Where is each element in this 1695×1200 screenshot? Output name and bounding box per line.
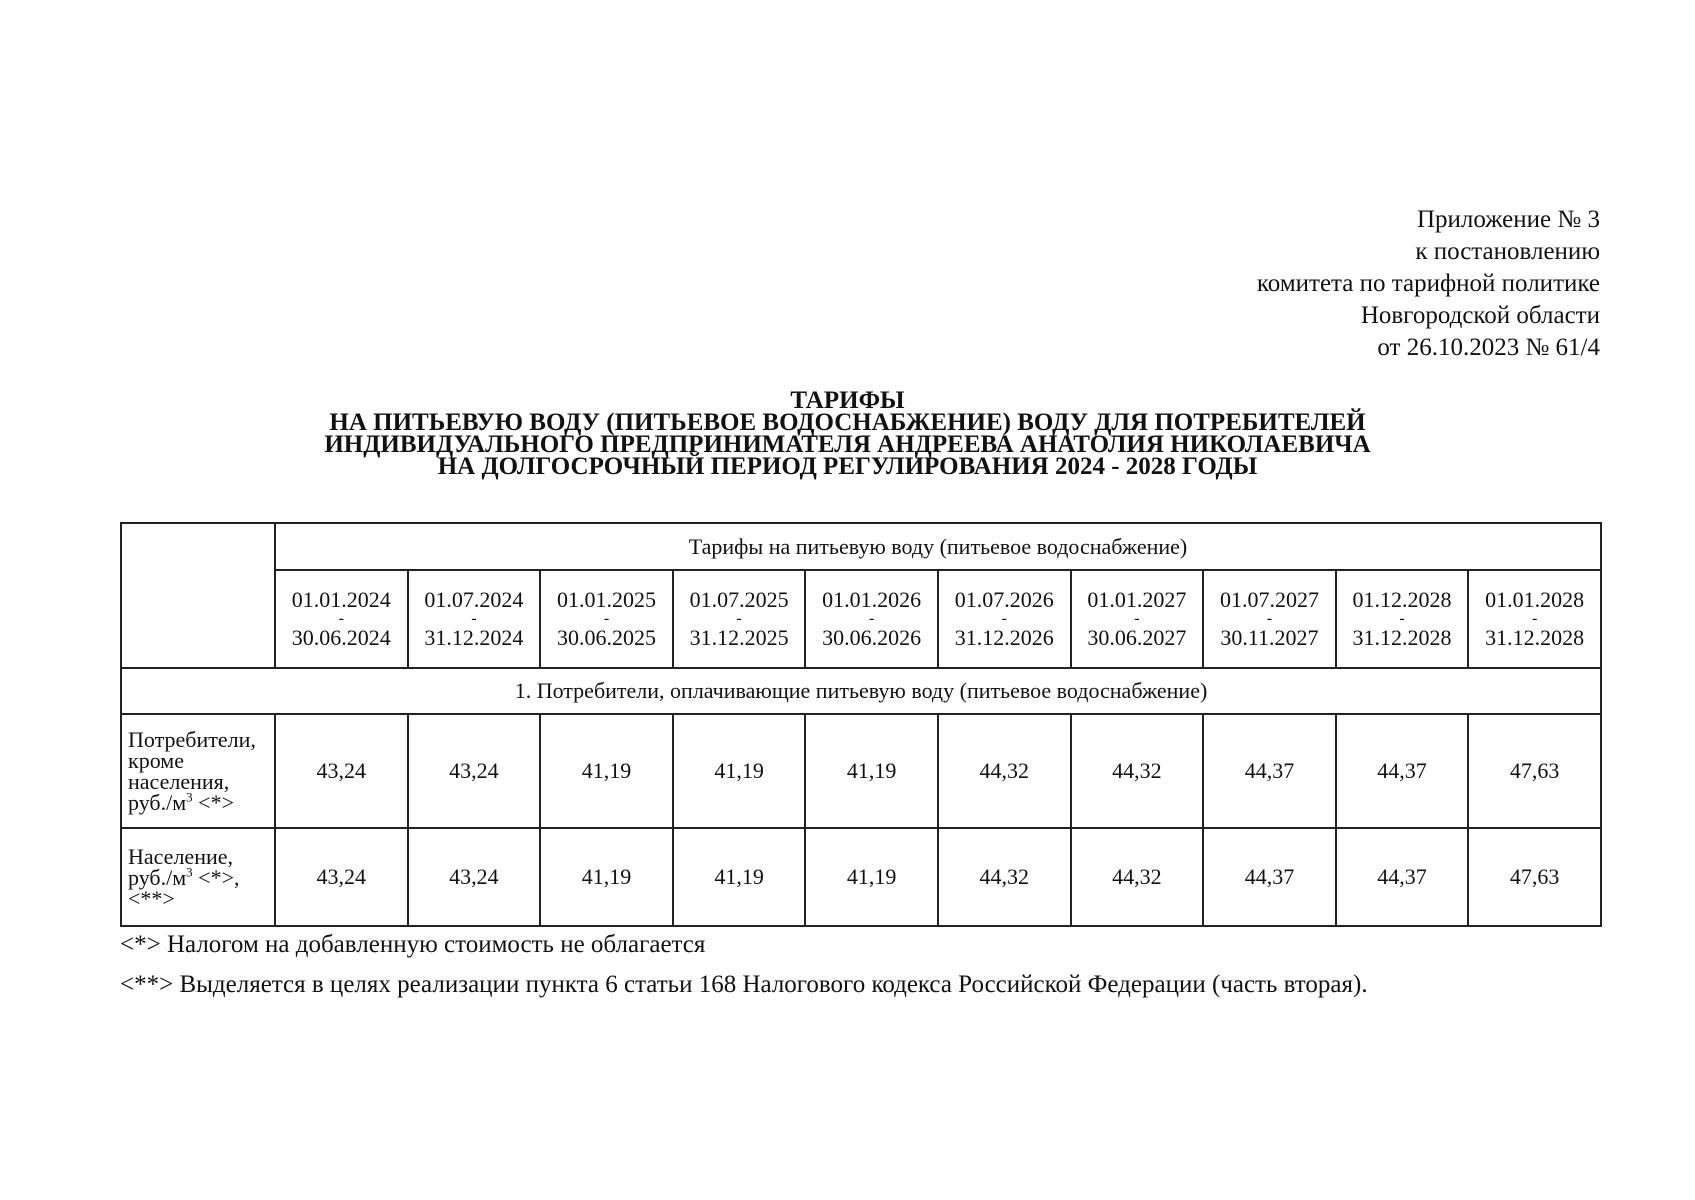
tariff-value: 44,37 — [1336, 714, 1469, 828]
tariff-value: 41,19 — [540, 828, 673, 926]
title-line-2: НА ПИТЬЕВУЮ ВОДУ (ПИТЬЕВОЕ ВОДОСНАБЖЕНИЕ) ВОДУ ДЛЯ ПОТРЕБИТЕЛЕЙ — [329, 409, 1366, 436]
footnote-tax-code: <**> Выделяется в целях реализации пункта 6 статьи 168 Налогового кодекса Российской Федерации (часть вторая). — [120, 971, 1368, 998]
tariff-value: 41,19 — [540, 714, 673, 828]
tariff-value: 47,63 — [1468, 714, 1601, 828]
tariff-value: 41,19 — [673, 714, 806, 828]
appendix-ref: к постановлению — [1415, 238, 1600, 265]
period-cell: 01.07.2024 - 31.12.2024 — [408, 570, 541, 668]
corner-cell — [121, 523, 275, 668]
tariff-value: 43,24 — [408, 714, 541, 828]
appendix-block — [1257, 204, 1600, 364]
period-cell: 01.12.2028 - 31.12.2028 — [1336, 570, 1469, 668]
tariff-value: 41,19 — [805, 714, 938, 828]
period-cell: 01.07.2025 - 31.12.2025 — [673, 570, 806, 668]
tariff-value: 44,37 — [1336, 828, 1469, 926]
period-cell: 01.07.2026 - 31.12.2026 — [938, 570, 1071, 668]
table-header: Тарифы на питьевую воду (питьевое водоснабжение) — [275, 523, 1601, 570]
period-cell: 01.01.2028 - 31.12.2028 — [1468, 570, 1601, 668]
tariff-value: 44,37 — [1203, 714, 1336, 828]
tariff-value: 44,32 — [938, 828, 1071, 926]
footnote-vat: <*> Налогом на добавленную стоимость не облагается — [120, 931, 706, 958]
tariff-value: 41,19 — [673, 828, 806, 926]
document-title — [0, 387, 1695, 480]
period-cell: 01.01.2027 - 30.06.2027 — [1071, 570, 1204, 668]
footnotes — [120, 925, 1368, 1005]
period-cell: 01.01.2026 - 30.06.2026 — [805, 570, 938, 668]
tariff-value: 44,37 — [1203, 828, 1336, 926]
appendix-date: от 26.10.2023 № 61/4 — [1377, 334, 1600, 361]
title-line-1: ТАРИФЫ — [790, 387, 905, 414]
table-header-row — [121, 523, 1601, 570]
tariff-value: 44,32 — [1071, 714, 1204, 828]
period-row — [121, 570, 1601, 668]
period-cell: 01.01.2024 - 30.06.2024 — [275, 570, 408, 668]
tariff-value: 41,19 — [805, 828, 938, 926]
tariff-value: 43,24 — [275, 714, 408, 828]
tariff-value: 44,32 — [938, 714, 1071, 828]
table-row — [121, 828, 1601, 926]
row-label: Потребители, кроме населения, $руб./м^3$ <*> — [121, 714, 275, 828]
row-label: Население, $руб./м^3$ <*>, <**> — [121, 828, 275, 926]
period-cell: 01.07.2027 - 30.11.2027 — [1203, 570, 1336, 668]
title-line-4: НА ДОЛГОСРОЧНЫЙ ПЕРИОД РЕГУЛИРОВАНИЯ 2024 - 2028 ГОДЫ — [437, 453, 1258, 480]
tariff-value: 47,63 — [1468, 828, 1601, 926]
appendix-number: Приложение № 3 — [1416, 206, 1600, 233]
appendix-region: Новгородской области — [1360, 302, 1600, 329]
section-label: 1. Потребители, оплачивающие питьевую воду (питьевое водоснабжение) — [121, 668, 1601, 714]
tariff-table — [120, 522, 1602, 927]
title-line-3: ИНДИВИДУАЛЬНОГО ПРЕДПРИНИМАТЕЛЯ АНДРЕЕВА АНАТОЛИЯ НИКОЛАЕВИЧА — [324, 431, 1371, 458]
section-row — [121, 668, 1601, 714]
table-row — [121, 714, 1601, 828]
period-cell: 01.01.2025 - 30.06.2025 — [540, 570, 673, 668]
tariff-value: 43,24 — [275, 828, 408, 926]
appendix-committee: комитета по тарифной политике — [1256, 270, 1600, 297]
tariff-value: 43,24 — [408, 828, 541, 926]
tariff-value: 44,32 — [1071, 828, 1204, 926]
